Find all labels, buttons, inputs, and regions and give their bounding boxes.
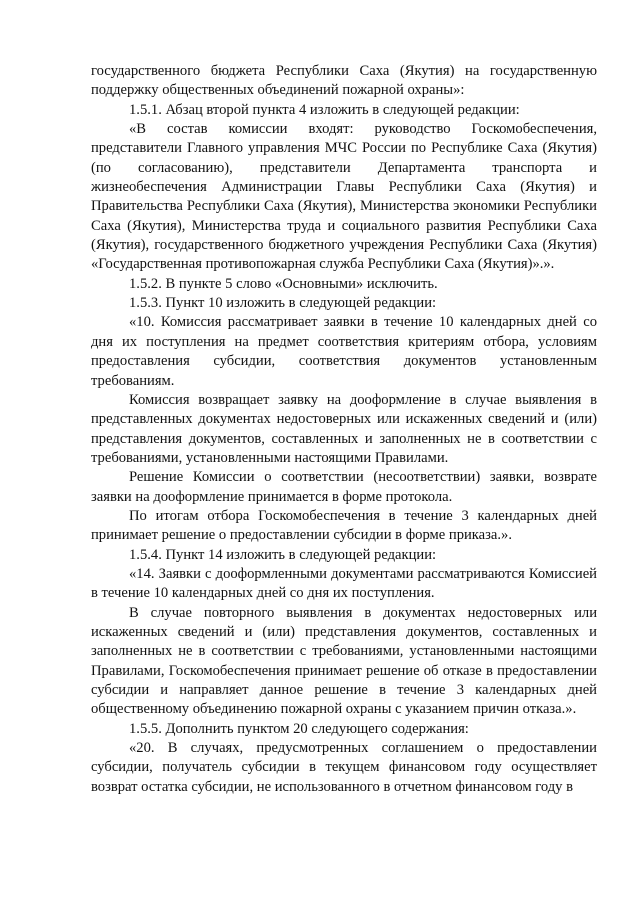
document-paragraph: «20. В случаях, предусмотренных соглашением о предоставлении субсидии, получатель субсидии в текущем финансовом году осуществляет возврат остатка субсидии, не использованного в отчетном финансовом году в xyxy=(91,740,597,795)
document-paragraph: 1.5.5. Дополнить пунктом 20 следующего содержания: xyxy=(129,720,469,737)
document-paragraph: Комиссия возвращает заявку на дооформление в случае выявления в представленных документах недостоверных или искаженных сведений и (или) представления документов, составленных и заполненных не в соответствии с требованиями, установленными настоящими Правилами. xyxy=(91,391,597,466)
document-paragraph: По итогам отбора Госкомобеспечения в течение 3 календарных дней принимает решение о предоставлении субсидии в форме приказа.». xyxy=(91,507,597,544)
document-paragraph: «14. Заявки с дооформленными документами рассматриваются Комиссией в течение 10 календарных дней со дня их поступления. xyxy=(91,565,597,602)
document-paragraph: 1.5.1. Абзац второй пункта 4 изложить в следующей редакции: xyxy=(129,101,520,118)
document-paragraph: «10. Комиссия рассматривает заявки в течение 10 календарных дней со дня их поступления на предмет соответствия критериям отбора, условиям предоставления субсидии, соответствия документов установленным требованиям. xyxy=(91,314,597,389)
document-paragraph: Решение Комиссии о соответствии (несоответствии) заявки, возврате заявки на дооформление принимается в форме протокола. xyxy=(91,469,597,505)
document-paragraph: 1.5.3. Пункт 10 изложить в следующей редакции: xyxy=(129,295,437,312)
document-paragraph: государственного бюджета Республики Саха (Якутия) на государственную поддержку общественных объединений пожарной охраны»: xyxy=(91,63,597,99)
document-page xyxy=(91,62,597,797)
document-paragraph: 1.5.4. Пункт 14 изложить в следующей редакции: xyxy=(129,546,437,563)
document-paragraph: «В состав комиссии входят: руководство Госкомобеспечения, представители Главного управления МЧС России по Республике Саха (Якутия) (по согласованию), представители Департамента транспорта и жизнеобеспечения Администрации Главы Республики Саха (Якутия) и Правительства Республики Саха (Якутия), Министерства экономики Республики Саха (Якутия), Министерства труда и социального развития Республики Саха (Якутия), государственного бюджетного учреждения Республики Саха (Якутия) «Государственная противопожарная служба Республики Саха (Якутия)».». xyxy=(91,121,597,273)
document-paragraph: В случае повторного выявления в документах недостоверных или искаженных сведений и (или) представления документов, составленных и заполненных не в соответствии с требованиями, установленными настоящими Правилами, Госкомобеспечения принимает решение об отказе в предоставлении субсидии и направляет данное решение в течение 3 календарных дней общественному объединению пожарной охраны с указанием причин отказа.». xyxy=(91,604,597,718)
document-paragraph: 1.5.2. В пункте 5 слово «Основными» исключить. xyxy=(129,275,438,292)
